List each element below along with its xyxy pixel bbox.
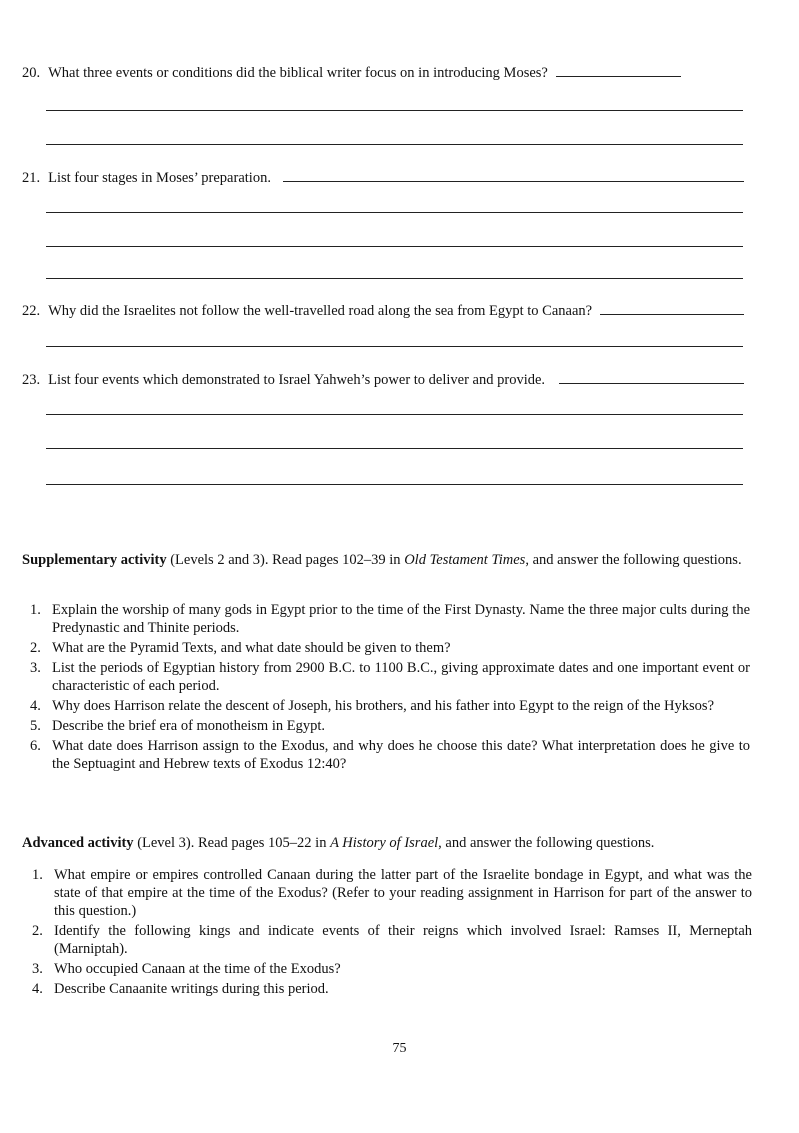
list-item <box>24 922 752 958</box>
answer-line[interactable] <box>46 278 743 279</box>
answer-line[interactable] <box>46 448 743 449</box>
answer-line[interactable] <box>46 246 743 247</box>
item-number: 4. <box>30 698 41 714</box>
question-22 <box>22 302 744 320</box>
list-item <box>22 697 750 715</box>
supplementary-question-list <box>22 601 750 775</box>
answer-line[interactable] <box>283 181 744 182</box>
question-text: List four stages in Moses’ preparation. <box>48 170 271 186</box>
advanced-intro <box>22 834 748 853</box>
item-text: Who occupied Canaan at the time of the Exodus? <box>54 961 341 977</box>
item-number: 4. <box>32 981 43 997</box>
list-item <box>22 659 750 695</box>
question-number: 22. <box>22 303 41 319</box>
question-text: Why did the Israelites not follow the well-travelled road along the sea from Egypt to Canaan? <box>48 303 593 319</box>
question-text: What three events or conditions did the biblical writer focus on in introducing Moses? <box>48 65 548 81</box>
list-item <box>24 866 752 920</box>
question-20 <box>22 64 744 82</box>
item-text: Identify the following kings and indicate events of their reigns which involved Israel: Ramses II, Merneptah (Marniptah). <box>54 923 752 957</box>
supplementary-heading: Supplementary activity <box>22 552 167 568</box>
item-number: 2. <box>30 640 41 656</box>
intro-text: (Level 3). Read pages 105–22 in <box>133 835 331 851</box>
answer-line[interactable] <box>600 314 744 315</box>
item-text: Why does Harrison relate the descent of Joseph, his brothers, and his father into Egypt to the reign of the Hyksos? <box>52 698 715 714</box>
item-number: 3. <box>32 961 43 977</box>
supplementary-intro <box>22 551 748 570</box>
book-title: A History of Israel <box>330 835 439 851</box>
advanced-heading: Advanced activity <box>22 835 134 851</box>
answer-line[interactable] <box>46 484 743 485</box>
page-number: 75 <box>392 1041 407 1056</box>
answer-line[interactable] <box>559 383 744 384</box>
item-number: 1. <box>30 602 41 618</box>
list-item <box>22 601 750 637</box>
item-number: 3. <box>30 660 41 676</box>
item-number: 5. <box>30 718 41 734</box>
answer-line[interactable] <box>46 144 743 145</box>
list-item <box>24 980 752 998</box>
item-text: What date does Harrison assign to the Exodus, and why does he choose this date? What interpretation does he give to the Septuagint and Hebrew texts of Exodus 12:40? <box>52 738 750 772</box>
question-21 <box>22 169 744 187</box>
answer-line[interactable] <box>46 212 743 213</box>
question-number: 21. <box>22 170 41 186</box>
list-item <box>22 737 750 773</box>
list-item <box>22 639 750 657</box>
answer-line[interactable] <box>46 110 743 111</box>
question-23 <box>22 371 744 389</box>
item-text: Explain the worship of many gods in Egypt prior to the time of the First Dynasty. Name the three major cults during the Predynastic and Thinite periods. <box>52 602 750 636</box>
item-text: What are the Pyramid Texts, and what date should be given to them? <box>52 640 451 656</box>
answer-line[interactable] <box>46 414 743 415</box>
answer-line[interactable] <box>556 76 681 77</box>
list-item <box>24 960 752 978</box>
list-item <box>22 717 750 735</box>
item-text: Describe Canaanite writings during this period. <box>54 981 329 997</box>
answer-line[interactable] <box>46 346 743 347</box>
question-number: 20. <box>22 65 41 81</box>
advanced-question-list <box>24 866 752 1000</box>
question-text: List four events which demonstrated to Israel Yahweh’s power to deliver and provide. <box>48 372 546 388</box>
item-number: 6. <box>30 738 41 754</box>
intro-text: , and answer the following questions. <box>438 835 655 851</box>
question-number: 23. <box>22 372 41 388</box>
book-title: Old Testament Times <box>404 552 526 568</box>
item-number: 2. <box>32 923 43 939</box>
item-text: What empire or empires controlled Canaan during the latter part of the Israelite bondage in Egypt, and what was the state of that empire at the time of the Exodus? (Refer to your reading assignment in Harrison for part of the answer to this question.) <box>54 867 752 919</box>
intro-text: , and answer the following questions. <box>525 552 742 568</box>
intro-text: (Levels 2 and 3). Read pages 102–39 in <box>166 552 405 568</box>
item-text: List the periods of Egyptian history from 2900 B.C. to 1100 B.C., giving approximate dates and one important event or characteristic of each period. <box>52 660 750 694</box>
item-text: Describe the brief era of monotheism in Egypt. <box>52 718 326 734</box>
item-number: 1. <box>32 867 43 883</box>
